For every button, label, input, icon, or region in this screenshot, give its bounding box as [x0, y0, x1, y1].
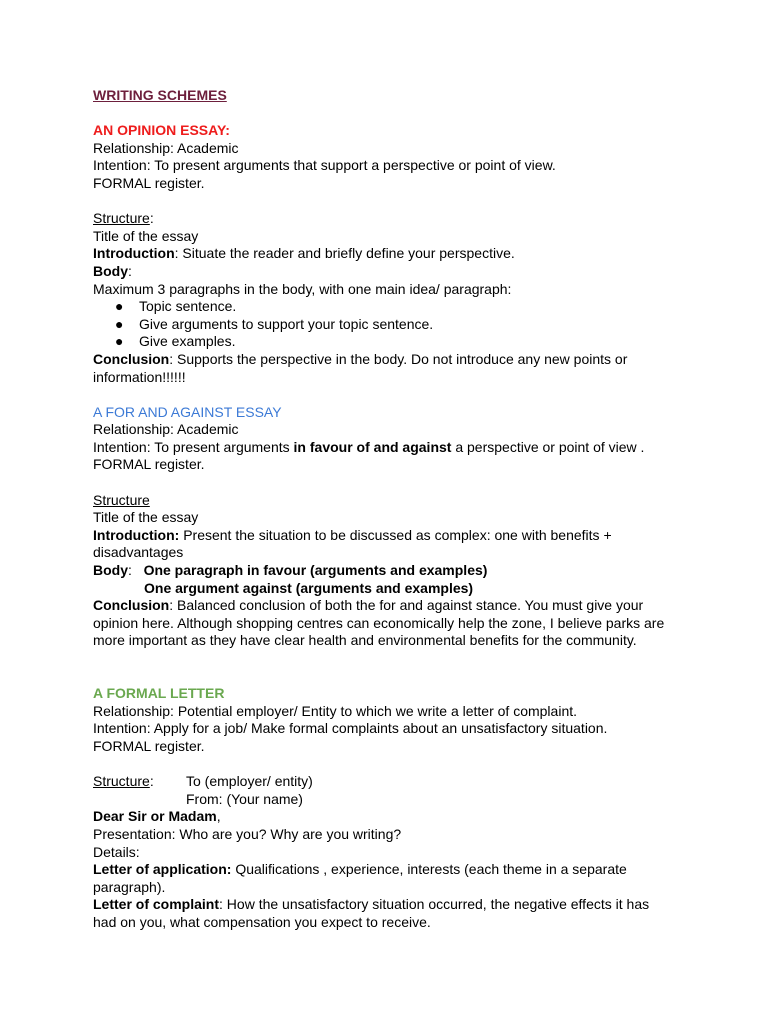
formal-letter-salutation: Dear Sir or Madam	[93, 808, 217, 825]
opinion-conclusion-label: Conclusion	[93, 350, 170, 367]
formal-letter-presentation: Presentation: Who are you? Why are you writing?	[93, 825, 402, 842]
for-against-body-favour: One paragraph in favour (arguments and examples)	[143, 562, 488, 579]
for-against-introduction-text: Present the situation to be discussed as complex: one with benefits +	[179, 526, 612, 543]
opinion-conclusion-line	[93, 351, 693, 369]
for-against-conclusion-text: : Balanced conclusion of both the for and against stance. You must give your	[169, 597, 644, 614]
bullet-icon: ●	[115, 333, 124, 350]
opinion-essay-heading: AN OPINION ESSAY:	[93, 122, 230, 139]
document-content	[93, 87, 693, 932]
spacer	[93, 386, 693, 404]
formal-letter-complaint-label: Letter of complaint	[93, 896, 220, 913]
bullet-icon: ●	[115, 315, 124, 332]
spacer	[93, 474, 693, 492]
for-against-introduction-continuation: disadvantages	[93, 544, 184, 561]
for-against-introduction-line	[93, 527, 693, 545]
formal-letter-complaint-text: : How the unsatisfactory situation occurred, the negative effects it has	[219, 896, 650, 913]
spacer	[93, 193, 693, 211]
opinion-intention: Intention: To present arguments that support a perspective or point of view.	[93, 157, 556, 174]
for-against-relationship: Relationship: Academic	[93, 421, 239, 438]
formal-letter-structure-label: Structure	[93, 773, 150, 790]
formal-letter-salutation-line	[93, 808, 693, 826]
opinion-body-line	[93, 263, 693, 281]
spacer	[93, 105, 693, 123]
spacer	[93, 756, 693, 774]
opinion-bullet-text: Give arguments to support your topic sentence.	[139, 315, 434, 332]
bullet-icon: ●	[115, 298, 124, 315]
for-against-conclusion-continuation-2: more important as they have clear health and environmental benefits for the community.	[93, 632, 637, 649]
formal-letter-intention: Intention: Apply for a job/ Make formal complaints about an unsatisfactory situation.	[93, 720, 608, 737]
formal-letter-application-label: Letter of application:	[93, 861, 232, 878]
opinion-structure-label: Structure	[93, 210, 150, 227]
for-against-register: FORMAL register.	[93, 456, 205, 473]
for-against-intention-bold: in favour of and against	[293, 438, 452, 455]
document-title: WRITING SCHEMES	[93, 87, 227, 103]
for-against-title-line: Title of the essay	[93, 509, 199, 526]
opinion-bullet-text: Give examples.	[139, 333, 236, 350]
opinion-relationship: Relationship: Academic	[93, 139, 239, 156]
formal-letter-application-text: Qualifications , experience, interests (each theme in a separate	[231, 861, 627, 878]
formal-letter-salutation-comma: ,	[216, 808, 221, 825]
formal-letter-structure-cell	[93, 773, 186, 791]
opinion-structure-colon: :	[149, 210, 154, 227]
opinion-conclusion-text: : Supports the perspective in the body. Do not introduce any new points or	[169, 350, 628, 367]
for-against-intention-pre: Intention: To present arguments	[93, 438, 294, 455]
opinion-structure-line	[93, 210, 693, 228]
formal-letter-to-line: To (employer/ entity)	[186, 773, 313, 790]
formal-letter-structure-colon: :	[149, 773, 154, 790]
formal-letter-heading: A FORMAL LETTER	[93, 685, 225, 702]
for-against-intention	[93, 439, 693, 457]
spacer	[93, 650, 693, 685]
formal-letter-complaint-continuation: had on you, what compensation you expect to receive.	[93, 913, 431, 930]
formal-letter-from-line: From: (Your name)	[186, 790, 303, 807]
for-against-body-colon: :	[128, 562, 144, 579]
opinion-conclusion-continuation: information!!!!!!	[93, 368, 186, 385]
for-against-body-label: Body	[93, 562, 128, 579]
opinion-bullet-text: Topic sentence.	[139, 298, 237, 315]
formal-letter-details: Details:	[93, 843, 140, 860]
opinion-body-label: Body	[93, 262, 128, 279]
for-against-structure-label: Structure	[93, 491, 150, 508]
for-against-heading: A FOR AND AGAINST ESSAY	[93, 403, 282, 420]
for-against-conclusion-continuation-1: opinion here. Although shopping centres can economically help the zone, I believe parks are	[93, 614, 665, 631]
opinion-introduction-label: Introduction	[93, 245, 175, 262]
opinion-bullet-item	[93, 316, 693, 334]
for-against-intention-post: a perspective or point of view .	[451, 438, 645, 455]
opinion-title-line: Title of the essay	[93, 227, 199, 244]
opinion-body-colon: :	[128, 262, 132, 279]
opinion-register: FORMAL register.	[93, 174, 205, 191]
formal-letter-application-line	[93, 861, 693, 879]
for-against-conclusion-line	[93, 597, 693, 615]
for-against-body-against: One argument against (arguments and examples)	[144, 579, 474, 596]
for-against-conclusion-label: Conclusion	[93, 597, 170, 614]
opinion-body-text: Maximum 3 paragraphs in the body, with one main idea/ paragraph:	[93, 280, 512, 297]
formal-letter-register: FORMAL register.	[93, 737, 205, 754]
opinion-bullet-item	[93, 333, 693, 351]
formal-letter-relationship: Relationship: Potential employer/ Entity to which we write a letter of complaint.	[93, 702, 578, 719]
for-against-body-line	[93, 562, 693, 580]
formal-letter-structure-line	[93, 773, 693, 791]
formal-letter-complaint-line	[93, 896, 693, 914]
opinion-bullet-item	[93, 298, 693, 316]
for-against-structure-line	[93, 492, 693, 510]
formal-letter-application-continuation: paragraph).	[93, 878, 166, 895]
opinion-introduction-text: : Situate the reader and briefly define your perspective.	[174, 245, 515, 262]
opinion-introduction-line	[93, 245, 693, 263]
for-against-introduction-label: Introduction:	[93, 526, 180, 543]
